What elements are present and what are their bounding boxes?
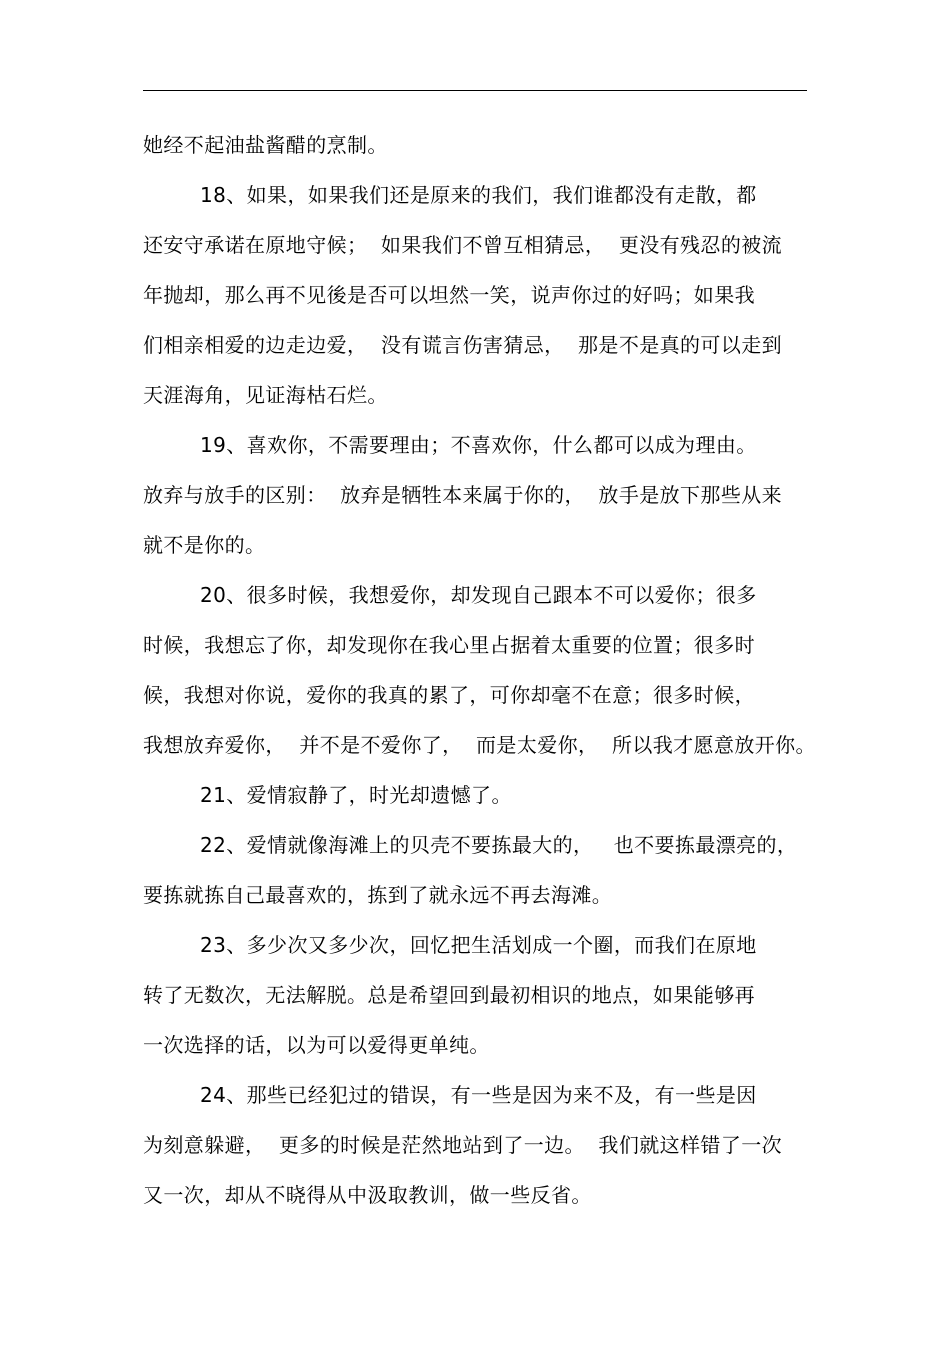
text-line: 21、爱情寂静了，时光却遗憾了。 xyxy=(200,783,512,807)
text-line: 19、喜欢你，不需要理由；不喜欢你，什么都可以成为理由。 xyxy=(200,433,757,457)
text-line: 24、那些已经犯过的错误，有一些是因为来不及，有一些是因 xyxy=(200,1083,757,1107)
text-line: 转了无数次，无法解脱。总是希望回到最初相识的地点，如果能够再 xyxy=(143,983,755,1007)
header-rule xyxy=(143,90,807,91)
text-line: 我想放弃爱你， 并不是不爱你了， 而是太爱你， 所以我才愿意放开你。 xyxy=(143,733,816,757)
text-line: 又一次，却从不晓得从中汲取教训，做一些反省。 xyxy=(143,1183,592,1207)
text-line: 18、如果，如果我们还是原来的我们，我们谁都没有走散，都 xyxy=(200,183,757,207)
text-line: 年抛却，那么再不见後是否可以坦然一笑，说声你过的好吗；如果我 xyxy=(143,283,755,307)
text-line: 20、很多时候，我想爱你，却发现自己跟本不可以爱你；很多 xyxy=(200,583,757,607)
text-line: 要拣就拣自己最喜欢的，拣到了就永远不再去海滩。 xyxy=(143,883,613,907)
text-line: 23、多少次又多少次，回忆把生活划成一个圈，而我们在原地 xyxy=(200,933,757,957)
text-line: 天涯海角，见证海枯石烂。 xyxy=(143,383,388,407)
text-line: 为刻意躲避， 更多的时候是茫然地站到了一边。 我们就这样错了一次 xyxy=(143,1133,783,1157)
text-line: 候，我想对你说，爱你的我真的累了，可你却毫不在意；很多时候， xyxy=(143,683,755,707)
text-line: 还安守承诺在原地守候； 如果我们不曾互相猜忌， 更没有残忍的被流 xyxy=(143,233,783,257)
text-line: 们相亲相爱的边走边爱， 没有谎言伤害猜忌， 那是不是真的可以走到 xyxy=(143,333,783,357)
text-line: 放弃与放手的区别： 放弃是牺牲本来属于你的， 放手是放下那些从来 xyxy=(143,483,783,507)
text-line: 就不是你的。 xyxy=(143,533,266,557)
text-line: 她经不起油盐酱醋的烹制。 xyxy=(143,133,388,157)
text-line: 22、爱情就像海滩上的贝壳不要拣最大的， 也不要拣最漂亮的， xyxy=(200,833,798,857)
text-line: 时候，我想忘了你，却发现你在我心里占据着太重要的位置；很多时 xyxy=(143,633,755,657)
text-line: 一次选择的话，以为可以爱得更单纯。 xyxy=(143,1033,490,1057)
